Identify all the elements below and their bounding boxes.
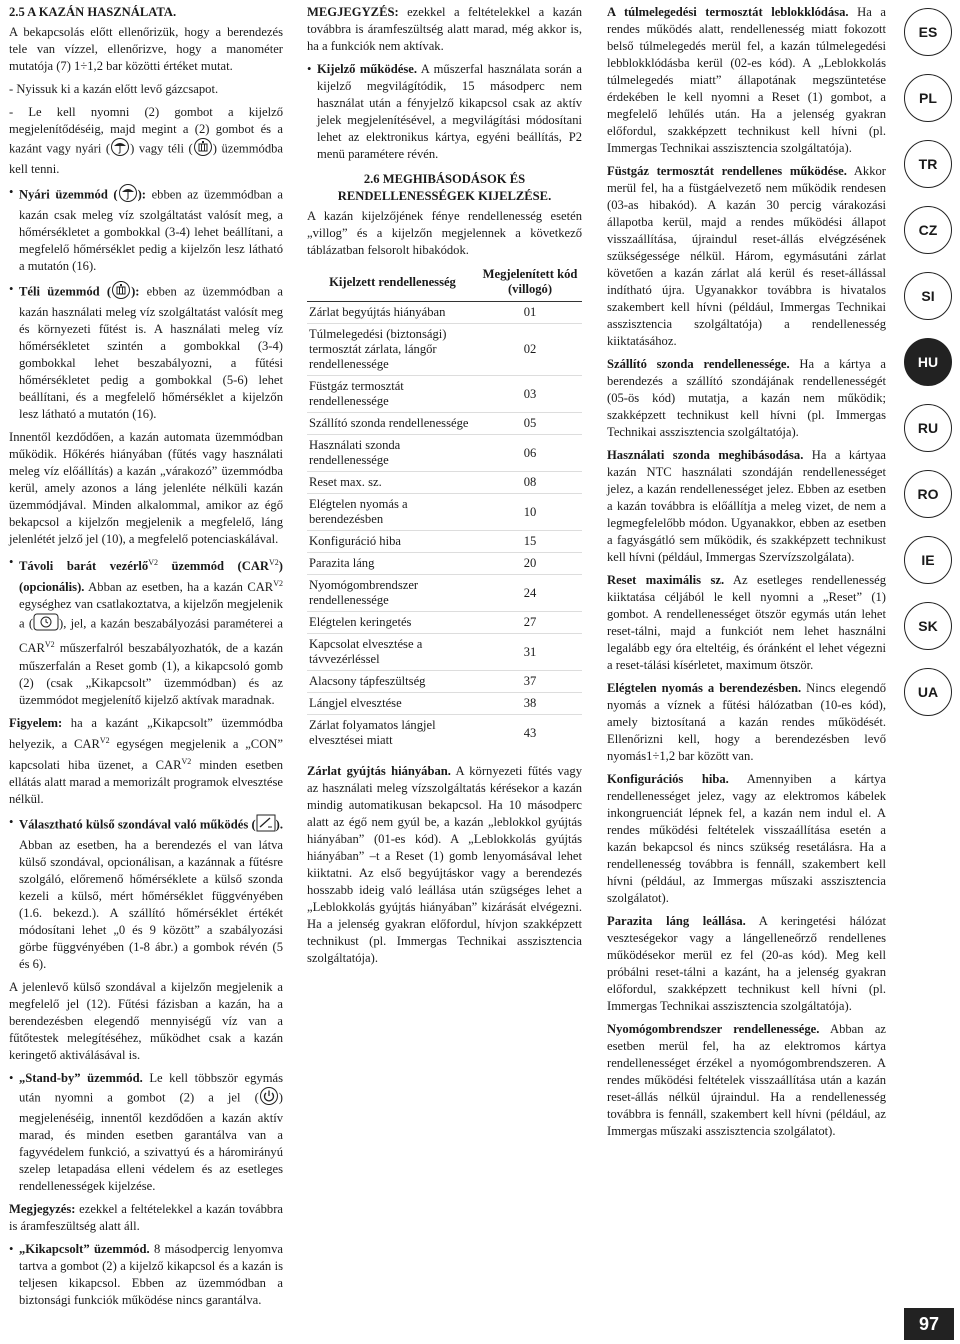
- table-row: Túlmelegedési (biztonsági) termosztát zárlata, lángőr rendellenessége 02: [307, 324, 582, 376]
- language-tabs: [904, 8, 958, 734]
- column-1: [9, 4, 283, 1315]
- fault-description: A túlmelegedési termosztát leblokklódása. Ha a rendes működés alatt, rendellenesség miatt fokozott belső túlmelegedés merül fel, a kazán túlmelegedési lebblokklódásba kerül (02-es kód). A „Leblokkolás túlmelegedés miatt” állapotának megszüntetése érdekében le kell nyomni a Reset (1) gombot, a megfelelő lehűlés után. Ha a jelenség gyakran előfordul, szakképzett technikust kell hívni (pl. Immergas Technikai asszisztencia szolgáltatója).: [607, 5, 886, 155]
- table-row: Zárlat folyamatos lángjel elvesztései miatt 43: [307, 715, 582, 752]
- fault-description: Reset maximális sz. Az esetleges rendellenesség kiiktatása céljából le kell nyomni a „Reset” (1) gombot. A rendellenességet ötször egymás után lehet reset-tálni, majd a funkciót nem lehet használni legalább egy óra elteltéig, és óránként el lehet végezni a reset-tálási kísérletet, maximum ötször.: [607, 573, 886, 672]
- paragraph-fill-check: A bekapcsolás előtt ellenőrizük, hogy a berendezés tele van vízzel, ellenőrizve, hogy a manométer mutatója (7) 1÷1,2 bar közötti értéket mutat.: [9, 25, 283, 73]
- language-tab-cz[interactable]: CZ: [904, 206, 952, 254]
- paragraph-note-col2: MEGJEGYZÉS: ezekkel a feltételekkel a kazán továbbra is áramfeszültség alatt marad, még akkor is, ha a funkciók nem aktívak.: [307, 5, 582, 53]
- table-row: Konfiguráció hiba 15: [307, 531, 582, 553]
- standby-mode-item: • „Stand-by” üzemmód. Le kell többször egymás után nyomni a gombot (2) a jel ( ) megjelenéséig, innentől kezdődően a kazán aktív marad, és minden esetben garantálva van a fagyvédelem funkció, a szivattyú és a háromirányú szelep letapadása elleni védelem és az esetleges rendellenességek kijelzése.: [9, 1070, 283, 1195]
- fault-description: Konfigurációs hiba. Amennyiben a kártya rendellenességet jelez, vagy az elektromos kábelek inkongruenciát lépnek fel, a kazán nem indul el. A rendes működési feltételek visszaállítása esetén a kazán bekapcsol és nincs szükség resetálásra. Ha a rendellenesség továbbra is fennáll, szakembert kell hívni (például, az Immergas műszaki asszisztencia szolgálatot).: [607, 772, 886, 905]
- radiator-tap-icon: [193, 138, 213, 161]
- column-header-fault: Kijelzett rendellenesség: [307, 265, 478, 302]
- language-tab-ua[interactable]: UA: [904, 668, 952, 716]
- fault-description: Nyomógombrendszer rendellenessége. Abban az esetben merül fel, ha az elektromos kártya rendellenességet érzékel a nyomógombrendszeren. A rendes működési feltételek visszaállítása után a kazán reset-állás nélkül újraindul. Ha a rendellenesség továbbra is fennáll, szakembert kell hívni (például, az Immergas műszaki asszisztencia szolgálatot).: [607, 1022, 887, 1138]
- paragraph-gas-valve: - Nyissuk ki a kazán előtt levő gázcsapot.: [9, 82, 219, 96]
- table-row: Nyomógombrendszer rendellenessége 24: [307, 575, 582, 612]
- table-row: Parazita láng 20: [307, 553, 582, 575]
- fault-description: Használati szonda meghibásodása. Ha a kártyaa kazán NTC használati szondáján rendellenességet jelez, a kazán rendellenességet jelez. Ebben az esetben a kazán továbbra is előállítja a meleg vizet, de nem a legmegfelelőbb módon. Ugyanakkor, ebben az esetben a fagyásgátló sem működik, és szakképzett technikust kell hívni (például, Immergas Szervízszolgálata).: [607, 448, 886, 564]
- paragraph-probe-display: A jelenlevő külső szondával a kijelzőn megjelenik a megfelelő jel (12). Fűtési fázisban a kazán, ha a berendezésben elegendő mennyiségű víz van a fűtőtestek melegítéséhez, működhet csak a kazán keringető aktiválásával is.: [9, 979, 283, 1062]
- language-tab-tr[interactable]: TR: [904, 140, 952, 188]
- umbrella-icon: [110, 138, 130, 161]
- fault-description: Szállító szonda rendellenessége. Ha a kártya a berendezés a szállító szondájának rendellenességét (05-ös kód) mutatja, a kazán nem működik; szakképzett technikust kell hívni (pl. Immergas Technikai asszisztencia szolgáltatója).: [607, 357, 886, 439]
- external-probe-icon: [256, 814, 276, 837]
- radiator-tap-icon: [111, 281, 131, 304]
- paragraph-ignition-lockout: Zárlat gyújtás hiányában. A környezeti fűtés vagy az használati meleg vízszolgáltatás kérésekor a kazán mindig automatikusan bekapcsol. Ha 10 másodperc alatt az égő nem gyúl be, a kazán „leblokkol gyújtás hiányában” (01-es kód). A „Leblokkolás gyújtás hiányában” –t a Reset (1) gomb lenyomásával lehet kiiktatni. Az első begyújtáskor vagy a berendezés hosszabb ideig való leállása után szügséges lehet a „Leblokkolás gyújtás hiányában” kizárását elvégezni. Ha a jelenség gyakran előfordul, hívjon szakképzett technikust (pl. Immergas Technikai asszisztencia szolgáltatója).: [307, 764, 582, 965]
- section-title-2-6: 2.6 MEGHIBÁSODÁSOK ÉS RENDELLENESSÉGEK KIJELZÉSE.: [337, 172, 552, 203]
- paragraph-mode-select: - Le kell nyomni (2) gombot a kijelző megjelenítődéséig, majd megint a (2) gombot és a kazánt vagy nyári ( ) vagy téli ( ) üzemmódba kell tenni.: [9, 105, 283, 176]
- language-tab-pl[interactable]: PL: [904, 74, 952, 122]
- language-tab-ru[interactable]: RU: [904, 404, 952, 452]
- fault-description: Parazita láng leállása. A keringetési hálózat veszteségekor vagy a lángelleneőrző rendellenes működésekor merül ez fel (20-as kód). Meg kell próbálni reset-tálni a kazánt, ha a jelenség gyakran előfordul, szakképzett technikust kell hívni (pl. Immergas Technikai asszisztencia szolgáltatója).: [607, 914, 886, 1013]
- table-row: Használati szonda rendellenessége 06: [307, 435, 582, 472]
- language-tab-sk[interactable]: SK: [904, 602, 952, 650]
- external-probe-item: • Választható külső szondával való működés ( ). Abban az esetben, ha a berendezés el van látva külső szondával, opcionálisan, a kazánnak a fűtésre szolgáló, előremenő hőmérséklete a külső szonda kezeli a külső, mért hőmérséklet függvényében (1.6. bekezd.). A szállító hőmérséklet értékét módosítani lehet „0 és 9 között” a szabályozási görbe függvényében (1-8 ábr.) a gombok révén (5 és 6).: [9, 814, 283, 973]
- language-tab-ro[interactable]: RO: [904, 470, 952, 518]
- display-operation-item: • Kijelző működése. A műszerfal használata során a kijelző megvilágítódik, 15 másodperc nem használat után a fényjelző kikapcsol csak az aktív jelek megjelenítésével, a megvilágítási módosítani lehet az elektronikus kártya, egyéni beállítás, P2 menü paramétere révén.: [307, 61, 582, 163]
- column-header-code: Megjelenített kód (villogó): [478, 265, 582, 302]
- fault-description: Elégtelen nyomás a berendezésben. Nincs elegendő nyomás a víznek a fűtési hálózatban (10-es kód), amely biztosítaná a kazán rendes működését. Ellenőrizni kell, hogy a berendezésben levő nyomás1÷1,2 bar között van.: [607, 681, 886, 763]
- table-row: Kapcsolat elvesztése a távvezérléssel 31: [307, 634, 582, 671]
- language-tab-ie[interactable]: IE: [904, 536, 952, 584]
- power-icon: [259, 1087, 279, 1110]
- remote-control-item: • Távoli barát vezérlő$^{V2}$ üzemmód $(CAR^{V2})$ (opcionális). Abban az esetben, ha a kazán $CAR^{V2}$ egységhez van csatlakoztatva, a kijelzőn megjelenik a ( ), jel, a kazán beszabályozási paraméterei a $CAR^{V2}$ műszerfalról beszabályozhatók, de a kazán műszerfalán a Reset gomb (1), a kikapcsoló gomb (2) (csak „Kikapcsolt” üzemmódban) és az üzemmódot megjelenítő kijelző aktívak maradnak.: [9, 554, 283, 709]
- table-row: Elégtelen nyomás a berendezésben 10: [307, 494, 582, 531]
- paragraph-automatic-mode: Innentől kezdődően, a kazán automata üzemmódban működik. Hőkérés hiányában (fűtés vagy használati meleg víz előállítás) a kazán „várakozó” üzemmódba kerül, amely azonos a láng jelenléte nélküli kazán üzemmódjával. Minden alkalommal, amikor az égő bekapcsol a kijelzőn megjelenik a megfelelő, láng jelenlétét jelző jel (10), a megfelelő potenciaskálával.: [9, 430, 283, 546]
- table-row: Elégtelen keringetés 27: [307, 612, 582, 634]
- paragraph-error-intro: A kazán kijelzőjének fénye rendellenesség esetén „villog” és a kijelzőn megjelennek a következő táblázatban felsorolt hibakódok.: [307, 209, 582, 257]
- umbrella-icon: [118, 184, 138, 207]
- table-row: Lángjel elvesztése 38: [307, 693, 582, 715]
- table-row: Szállító szonda rendellenessége 05: [307, 413, 582, 435]
- language-tab-hu[interactable]: HU: [904, 338, 952, 386]
- fault-description: Füstgáz termosztát rendellenes működése. Akkor merül fel, ha a füstgáelvezető nem működik rendesen (03-as hibakód). A kazán 30 percig várakozási állapotba kerül, majd a rendes működési állapot visszaállítása, újraindul reset-állás elvégzésének szükségessége nélkül. Három, egymásutáni zárlat követően a kazán zárlat alá kerül és reset-állással indítható újra. Ugyanakkor továbbra is hivatalos szakembert kell hívni (például, Immergas Technikai asszisztencia szolgáltatója) a rendellenesség kiiktatásához.: [607, 164, 886, 348]
- section-title-2-5: 2.5 A KAZÁN HASZNÁLATA.: [9, 5, 177, 19]
- table-row: Reset max. sz. 08: [307, 472, 582, 494]
- off-mode-item: • „Kikapcsolt” üzemmód. 8 másodpercig lenyomva tartva a gombot (2) a kijelző kikapcsol és a kazán is teljesen kikapcsol. Ebben az üzemmódban a biztonsági funkciók működése nincs garantálva.: [9, 1241, 283, 1309]
- language-tab-es[interactable]: ES: [904, 8, 952, 56]
- language-tab-si[interactable]: SI: [904, 272, 952, 320]
- paragraph-attention: Figyelem: ha a kazánt „Kikapcsolt” üzemmódba helyezik, a $CAR^{V2}$ egységen megjelenik a „CON” kapcsolati hiba üzenet, a $CAR^{V2}$ minden esetben ellátás alatt marad a memorizált programok elvesztése nélkül.: [9, 715, 283, 806]
- paragraph-note: Megjegyzés: ezekkel a feltételekkel a kazán továbbra is áramfeszültség alatt áll.: [9, 1201, 283, 1233]
- winter-mode-item: • Téli üzemmód ( ): ebben az üzemmódban a kazán használati meleg víz szolgáltatást valósít meg és környezeti fűtést is. A használati meleg víz hőmérsékletet szintén a gombokkal (3-4) gombokkal lehet beszabályozni, a fűtési hőmérsékletet pedig a gombokkal (5-6) lehet beállítani, és a megfelelő hőmérséklet a kijelzőn lesz látható a mutatón (16).: [9, 281, 283, 423]
- table-row: Füstgáz termosztát rendellenessége 03: [307, 376, 582, 413]
- summer-mode-item: • Nyári üzemmód ( ): ebben az üzemmódban a kazán csak meleg víz szolgáltatást valósít meg, a hőmérsékletet a gombokkal (3-4) lehet beállítani, a megfelelő hőmérséklet pedig a kijelzőn lesz látható a mutatón (16).: [9, 184, 283, 275]
- clock-icon: [33, 613, 59, 636]
- error-code-table: [307, 265, 582, 751]
- page-number: 97: [904, 1308, 954, 1340]
- table-row: Zárlat begyújtás hiányában 01: [307, 302, 582, 324]
- column-3: [607, 4, 886, 1146]
- table-row: Alacsony tápfeszültség 37: [307, 671, 582, 693]
- column-2: [307, 4, 582, 973]
